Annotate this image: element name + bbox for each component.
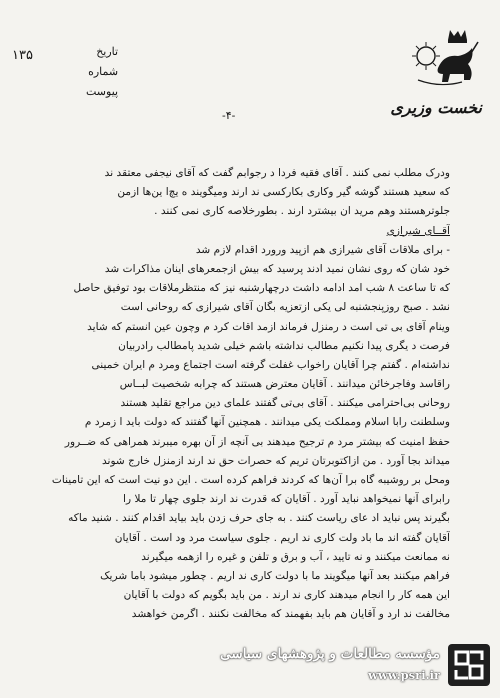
body-line: آقایان گفته اند ما باد ولت کاری ند اریم . جلوی سیاست مرد ود است . آقایان <box>114 531 450 544</box>
page-number: ۱۳۵ <box>12 48 33 63</box>
body-line: راقاسد وفاجرخائن میدانند . آقایان معترض هستند که چرابه شخصیت لبــاس <box>119 378 450 391</box>
lion-and-sun-emblem-icon <box>398 28 482 90</box>
body-line: فراهم میکنند بعد آنها میگویند ما با دولت کاری ند اریم . چطور میشود باما شریک <box>100 569 450 582</box>
body-line: فرصت د یگری پیدا نکنیم مطالب نداشته باشم خیلی شدید پامطالب رادربیان <box>118 339 450 352</box>
meta-date-label: تاریخ <box>96 45 119 58</box>
body-line: نداشته‌ام . گفتم چرا آقایان راخواب غفلت گرفته است اجتماع ومرد م ایران خمینی <box>91 358 450 371</box>
body-line: وینام آقای بی تی است د رمنزل فرماند ازمد اقات کرد م وچون عین انستم که شاید <box>87 320 450 333</box>
body-line: وسلطنت رابا اسلام ومملکت یکی میدانند . همچنین آنها گفتند که دولت باید ا زمرد م <box>84 416 450 429</box>
page-marker: -۴- <box>222 109 236 122</box>
body-line: - برای ملاقات آقای شیرازی هم ازپید ورورد اقدام لازم شد <box>195 243 450 256</box>
body-line: نه ممانعت میکنند و نه تایید ، آب و برق و تلفن و غیره را ازهمه میگیرند <box>141 550 450 563</box>
meta-number-label: شماره <box>88 65 119 78</box>
body-line: میداند بجا آورد . من ازاکتوبرتان تریم که حصرات حق ند ارند ازمنزل خارج شوند <box>101 454 450 467</box>
body-line: که سعید هستند گوشه گیر وکاری بکارکسی ند ارند ومیگویند ه یچ‌ا ین‌ها ازمن <box>117 186 450 199</box>
body-line: ودرک مطلب نمی کنند . آقای فقیه فردا د رجوابم گفت که آقای نیجفی معتقد ند <box>104 167 450 179</box>
watermark-name: مؤسسه مطالعات و پژوهشهای سیاسی <box>220 646 440 662</box>
body-line: نشد . صبح روزپنجشنبه لی یکی ازتعزیه بگان آقای شیرازی که روحانی است <box>120 301 450 314</box>
document-body <box>22 164 450 625</box>
archive-watermark <box>220 640 496 692</box>
body-line: روحانی بی‌احترامی میکنند . آقای بی‌تی گفتند علمای دین مراجع تقلید هستند <box>120 397 450 410</box>
body-line: ومحل بر روشیبه گاه برا آن‌ها که کردند فراهم کرده است . این دو نیت است که این تامینات <box>51 474 450 486</box>
body-line: که تا ساعت ۸ شب امد ادامه داشت درچهارشنبه نیز که منتظرملاقات بود توفیق حاصل <box>73 282 450 295</box>
body-line: این همه کار را انجام میدهند کاری ند ارند . من باید بگویم که دولت با آقایان <box>123 589 450 602</box>
office-title: نخست وزیری <box>390 98 482 117</box>
watermark-url: www.psri.ir <box>368 668 440 682</box>
body-line: مخالفت ند ارد و آقایان هم باید بفهمند که مخالفت نکنند . اگرمن خواهشد <box>131 608 450 621</box>
meta-attachment-label: پیوست <box>86 85 119 98</box>
body-line: جلوترهستند وهم مرید ان بیشترد ارند . بطورخلاصه کاری نمی کنند . <box>154 205 450 218</box>
body-line: حفظ امنیت که بیشتر مرد م ترجیح میدهند بی آنچه از آن بهره میبرند همراهی که ضــرور <box>64 435 450 448</box>
body-line: بگیرند پس نباید اد عای ریاست کنند . به جای حرف زدن باید بیاید اقدام کنند . شنید ماکه <box>68 512 450 525</box>
body-line: رابرای آنها نمیخواهد نباید آورد . آقایان که قدرت ند ارند جلوی چهار تا ملا را <box>123 493 450 506</box>
section-heading: آقــای شیرازی <box>386 224 450 237</box>
body-line: خود شان که روی نشان نمید ادند پرسید که بیش ازجمعرهای اینان مذاکرات شد <box>104 262 450 275</box>
letterhead-meta <box>86 42 118 102</box>
institute-logo-icon <box>448 644 490 686</box>
